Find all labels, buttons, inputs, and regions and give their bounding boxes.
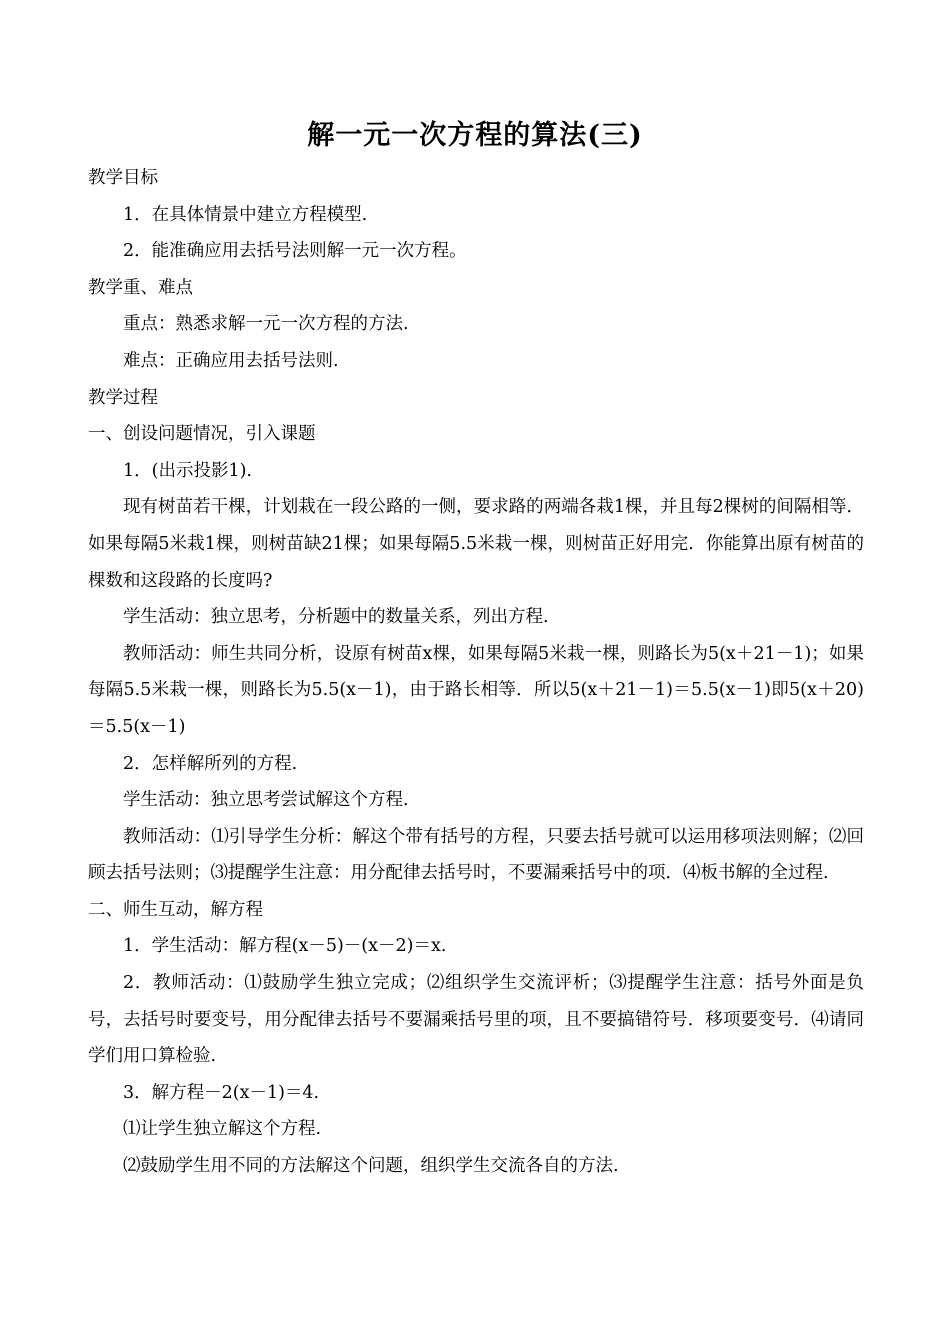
section-2-item-1: 1．学生活动：解方程(x－5)－(x－2)＝x. (123, 936, 447, 957)
section-2-item-3: 3．解方程－2(x－1)＝4. (123, 1082, 320, 1103)
heading-key-points: 教学重、难点 (88, 277, 193, 298)
section-2-subitem-2: ⑵鼓励学生用不同的方法解这个问题，组织学生交流各自的方法. (123, 1156, 619, 1177)
section-1-item-1: 1．(出示投影1). (123, 460, 252, 481)
goal-item-2: 2．能准确应用去括号法则解一元一次方程。 (123, 241, 467, 262)
section-1-student-activity: 学生活动：独立思考，分析题中的数量关系，列出方程. (123, 607, 549, 628)
heading-goals: 教学目标 (88, 168, 158, 188)
section-1-problem: 现有树苗若干棵，计划栽在一段公路的一侧，要求路的两端各栽1棵，并且每2棵树的间隔相等．如果每隔5米栽1棵，则树苗缺21棵；如果每隔5.5米栽一棵，则树苗正好用完．你能算出原有树苗的棵数和这段路的长度吗? (88, 497, 864, 591)
goal-item-1: 1．在具体情景中建立方程模型. (123, 204, 368, 225)
key-point: 重点：熟悉求解一元一次方程的方法. (123, 314, 409, 335)
section-1-teacher-activity: 教师活动：师生共同分析，设原有树苗x棵，如果每隔5米栽一棵，则路长为5(x＋21－1)；如果每隔5.5米栽一棵，则路长为5.5(x－1)，由于路长相等．所以5(x＋21－1)＝5.5(x－1)即5(x＋20)＝5.5(x－1) (88, 643, 864, 737)
section-1-title: 一、创设问题情况，引入课题 (88, 424, 316, 445)
section-1-item-2: 2．怎样解所列的方程. (123, 753, 298, 774)
section-2-item-2: 2．教师活动：⑴鼓励学生独立完成；⑵组织学生交流评析；⑶提醒学生注意：括号外面是负号，去括号时要变号，用分配律去括号不要漏乘括号里的项，且不要搞错符号．移项要变号．⑷请同学们用口算检验. (88, 973, 864, 1067)
section-2-title: 二、师生互动，解方程 (88, 899, 263, 920)
section-2-subitem-1: ⑴让学生独立解这个方程. (123, 1119, 322, 1140)
heading-process: 教学过程 (88, 387, 158, 408)
section-1-student-activity-2: 学生活动：独立思考尝试解这个方程. (123, 790, 409, 811)
difficulty-point: 难点：正确应用去括号法则. (123, 350, 339, 371)
page-title: 解一元一次方程的算法(三) (307, 120, 643, 151)
document-body (88, 160, 864, 1185)
section-1-teacher-activity-2: 教师活动：⑴引导学生分析：解这个带有括号的方程，只要去括号就可以运用移项法则解；⑵回顾去括号法则；⑶提醒学生注意：用分配律去括号时，不要漏乘括号中的项．⑷板书解的全过程. (88, 826, 864, 884)
